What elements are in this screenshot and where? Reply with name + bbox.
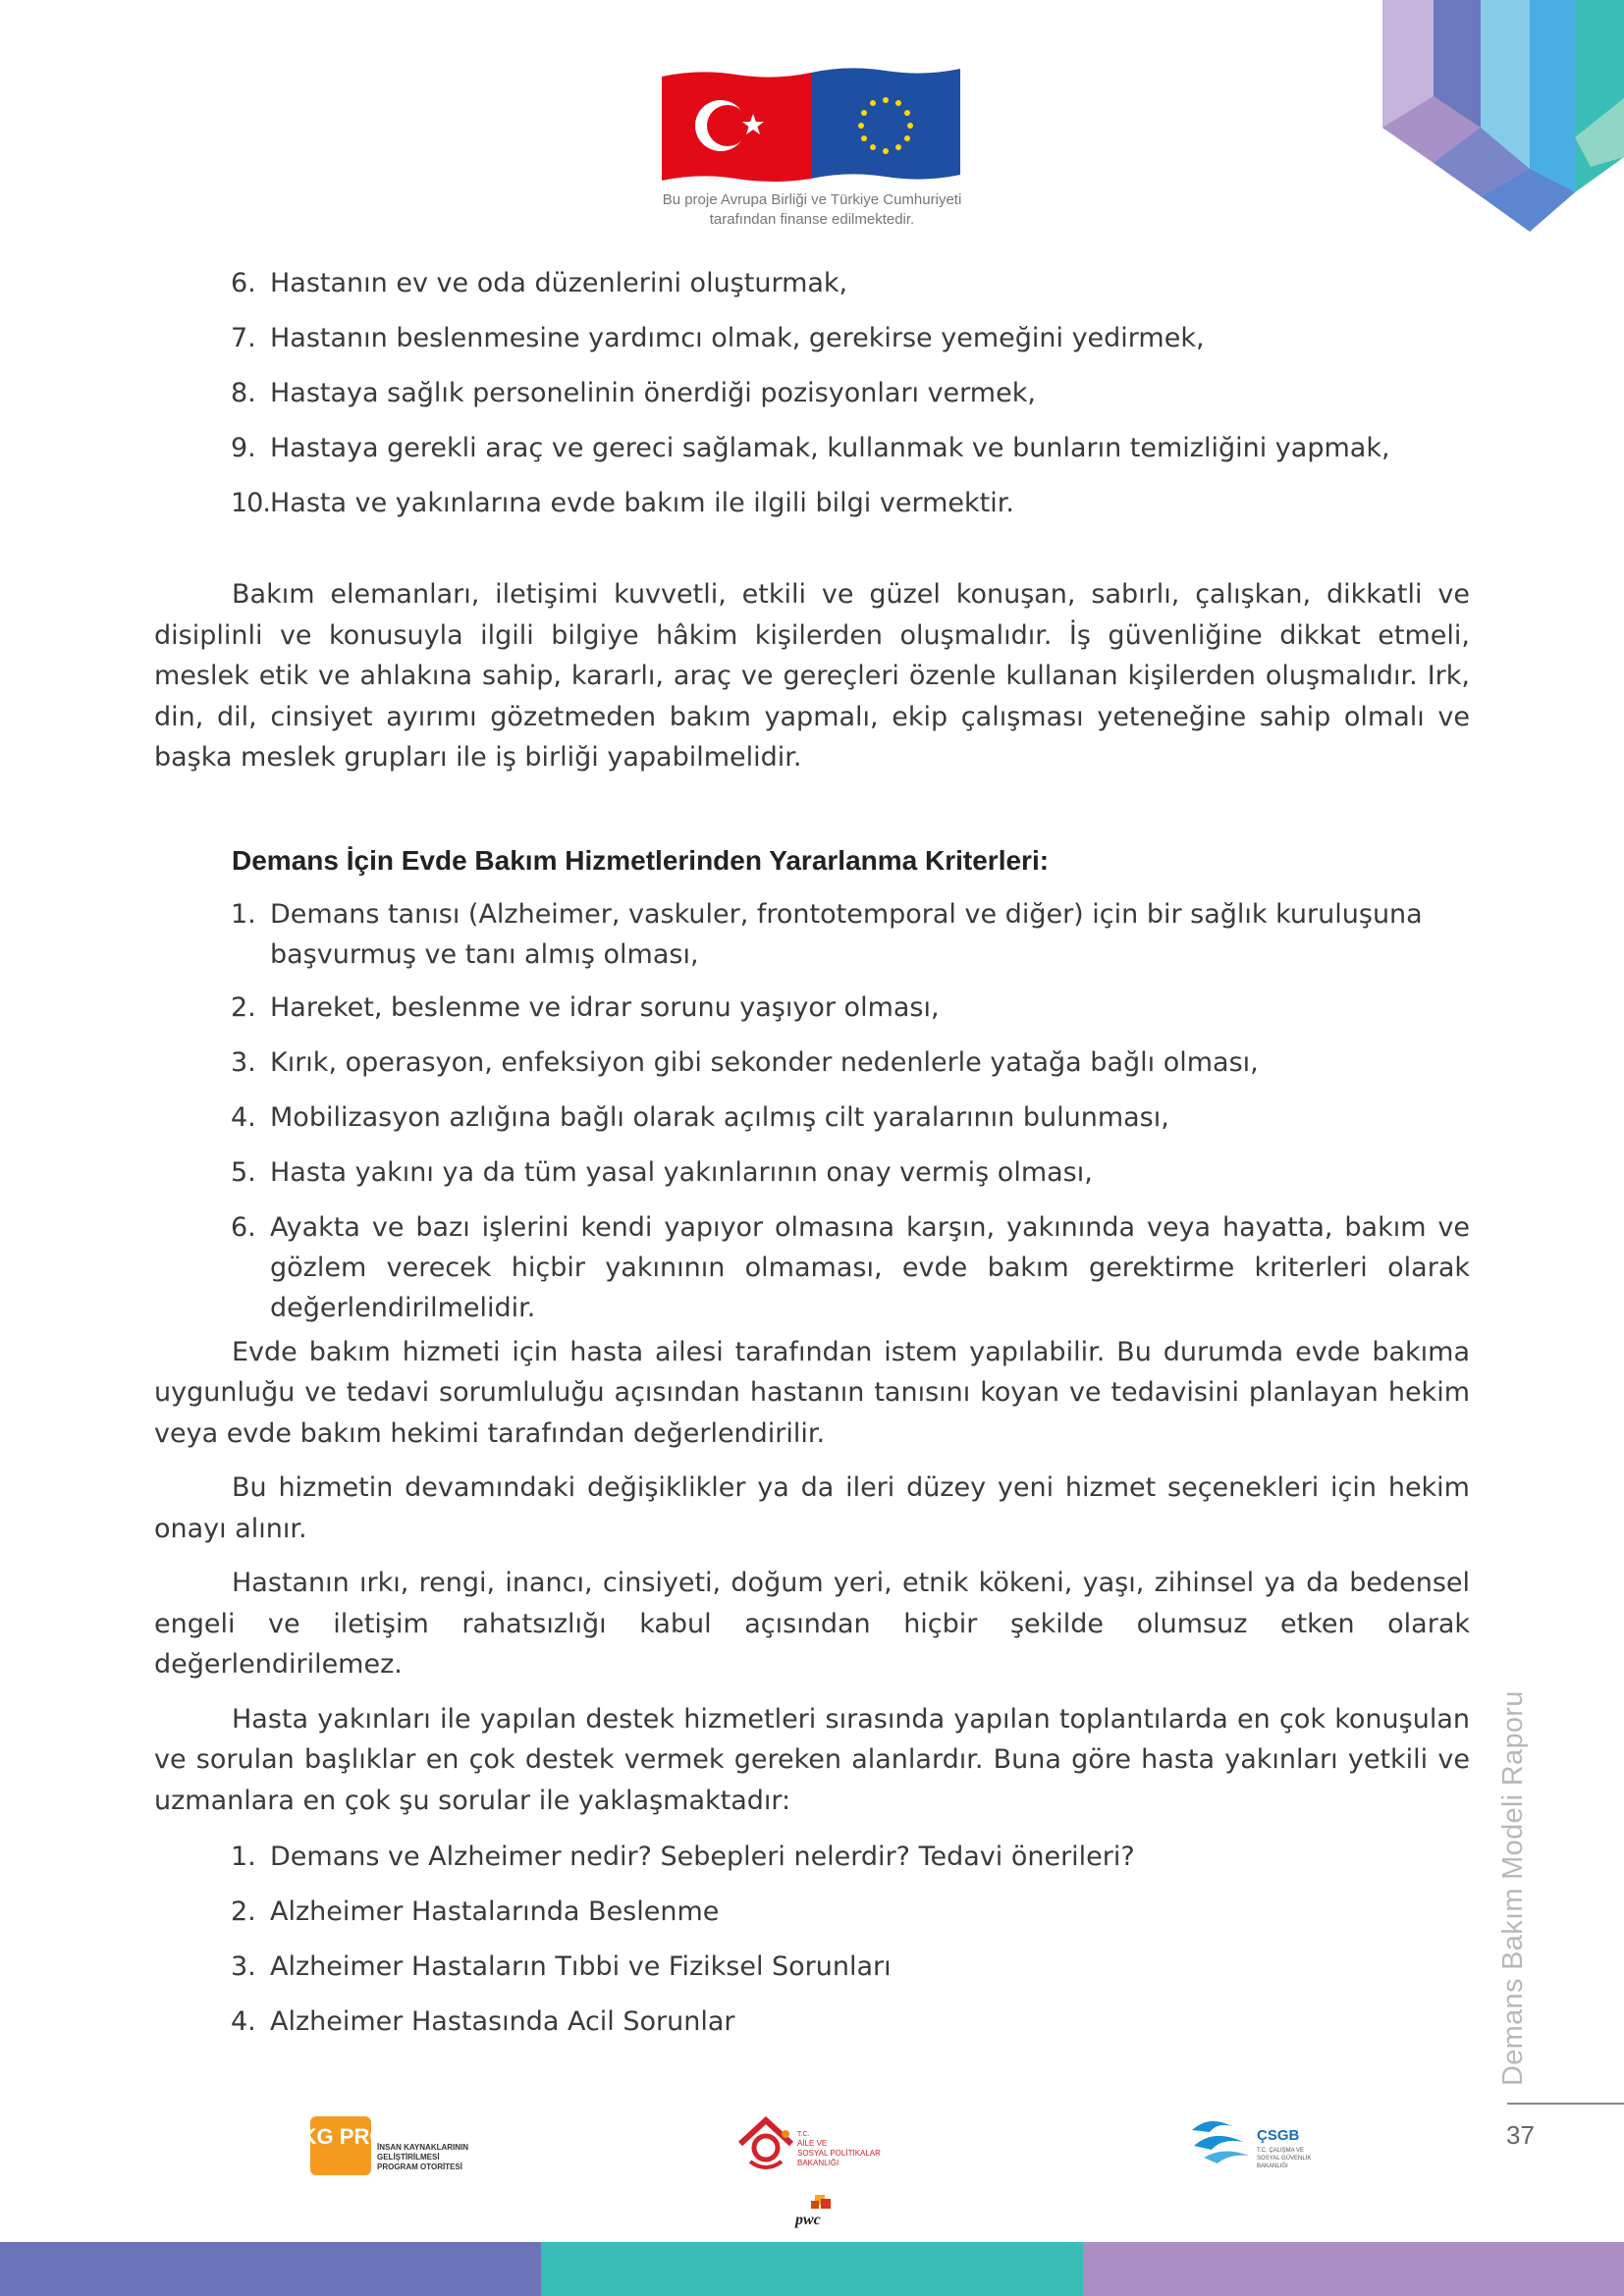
- list-number: 7.: [231, 323, 256, 353]
- bottom-color-bar: [0, 2242, 1624, 2296]
- list-item: [154, 1892, 1470, 1932]
- bottom-bar-segment: [0, 2242, 541, 2296]
- ikg-pro-logo: [295, 2116, 477, 2177]
- ikg-logo-text: GELİŞTİRİLMESİ: [377, 2153, 440, 2162]
- list-item: [154, 428, 1470, 468]
- funding-caption-line2: tarafından finanse edilmektedir.: [709, 211, 915, 228]
- ikg-logo-text: İNSAN KAYNAKLARININ: [377, 2143, 469, 2152]
- list-item: [154, 318, 1470, 358]
- list-item: [154, 483, 1470, 523]
- csgb-logo-wordmark: ÇSGB: [1257, 2127, 1300, 2144]
- funding-caption: [589, 190, 1035, 230]
- ikg-logo-wordmark: İKG PRO: [295, 2124, 387, 2149]
- list-text: Alzheimer Hastaların Tıbbi ve Fiziksel Sorunları: [270, 1951, 892, 1982]
- report-title-vertical: [1490, 1690, 1538, 2086]
- list-number: 6.: [231, 1211, 256, 1243]
- criteria-heading: Demans İçin Evde Bakım Hizmetlerinden Yararlanma Kriterleri:: [232, 844, 1050, 876]
- ikg-logo-text: PROGRAM OTORİTESİ: [377, 2163, 462, 2171]
- list-text: Demans tanısı (Alzheimer, vaskuler, frontotemporal ve diğer) için bir sağlık kuruluşuna başvurmuş ve tanı almış olması,: [270, 898, 1423, 970]
- list-item: [154, 263, 1470, 303]
- questions-list: [154, 1837, 1470, 2042]
- list-number: 4.: [231, 2006, 256, 2037]
- list-text: Hastaya sağlık personelinin önerdiği pozisyonları vermek,: [270, 378, 1036, 408]
- csgb-logo: [1188, 2112, 1335, 2173]
- csgb-logo-text: BAKANLIĞI: [1257, 2163, 1288, 2169]
- list-item: [154, 1152, 1470, 1193]
- list-text: Hasta ve yakınlarına evde bakım ile ilgili bilgi vermektir.: [270, 488, 1014, 518]
- main-content: [154, 263, 1470, 2056]
- list-number: 2.: [231, 991, 256, 1023]
- request-paragraph: Evde bakım hizmeti için hasta ailesi tarafından istem yapılabilir. Bu durumda evde bakıma uygunluğu ve tedavi sorumluluğu açısından hastanın tanısını koyan ve tedavisini planlayan hekim veya evde bakım hekimi tarafından değerlendirilir.: [154, 1336, 1470, 1449]
- page-number-rule: [1507, 2103, 1624, 2105]
- aile-logo-text: T.C.: [797, 2131, 810, 2138]
- corner-decoration: [1382, 0, 1624, 236]
- aile-logo-text: SOSYAL POLİTİKALAR: [797, 2149, 881, 2158]
- list-item: [154, 988, 1470, 1028]
- report-title-text: Demans Bakım Modeli Raporu: [1497, 1690, 1529, 2086]
- list-item: [154, 894, 1470, 975]
- changes-paragraph: Bu hizmetin devamındaki değişiklikler ya da ileri düzey yeni hizmet seçenekleri için hekim onayı alınır.: [154, 1472, 1470, 1544]
- list-number: 3.: [231, 1951, 256, 1982]
- list-item: [154, 1097, 1470, 1138]
- list-item: [154, 1042, 1470, 1083]
- list-item: [154, 1837, 1470, 1877]
- aile-bakanligi-logo: [736, 2114, 893, 2173]
- list-text: Ayakta ve bazı işlerini kendi yapıyor olmasına karşın, yakınında veya hayatta, bakım ve gözlem verecek hiçbir yakınının olmaması, evde bakım gerektirme kriterleri olarak değerlendirilmelidir.: [270, 1211, 1470, 1323]
- task-list: [154, 263, 1470, 523]
- list-item: [154, 1947, 1470, 1987]
- equality-paragraph: Hastanın ırkı, rengi, inancı, cinsiyeti, doğum yeri, etnik kökeni, yaşı, zihinsel ya da bedensel engeli ve iletişim rahatsızlığı kabul açısından hiçbir şekilde olumsuz etken olarak değerlendirilemez.: [154, 1568, 1470, 1680]
- list-text: Alzheimer Hastalarında Beslenme: [270, 1896, 720, 1927]
- list-number: 2.: [231, 1896, 256, 1927]
- list-number: 3.: [231, 1046, 256, 1078]
- csgb-logo-text: T.C. ÇALIŞMA VE: [1257, 2148, 1305, 2154]
- pwc-logo-text: pwc: [795, 2212, 821, 2228]
- list-number: 6.: [231, 268, 256, 298]
- list-number: 4.: [231, 1101, 256, 1133]
- list-item: [154, 1207, 1470, 1328]
- list-text: Hastanın ev ve oda düzenlerini oluşturmak,: [270, 268, 848, 298]
- list-text: Kırık, operasyon, enfeksiyon gibi sekonder nedenlerle yatağa bağlı olması,: [270, 1046, 1259, 1078]
- list-number: 10.: [231, 488, 270, 518]
- list-text: Hastaya gerekli araç ve gereci sağlamak, kullanmak ve bunların temizliğini yapmak,: [270, 433, 1390, 463]
- bottom-bar-segment: [541, 2242, 1082, 2296]
- staff-paragraph: Bakım elemanları, iletişimi kuvvetli, etkili ve güzel konuşan, sabırlı, çalışkan, dikkatli ve disiplinli ve konusuyla ilgili bilgiye hâkim kişilerden oluşmalıdır. İş güvenliğine dikkat etmeli, meslek etik ve ahlakına sahip, kararlı, araç ve gereçleri özenle kullanan kişilerden oluşmalıdır. Irk, din, dil, cinsiyet ayırımı gözetmeden bakım yapmalı, ekip çalışması yeteneğine sahip olmalı ve başka meslek grupları ile iş birliği yapabilmelidir.: [154, 579, 1470, 773]
- list-number: 1.: [231, 1842, 256, 1872]
- aile-logo-text: AİLE VE: [797, 2139, 828, 2148]
- list-text: Hareket, beslenme ve idrar sorunu yaşıyor olması,: [270, 991, 940, 1023]
- list-text: Hastanın beslenmesine yardımcı olmak, gerekirse yemeğini yedirmek,: [270, 323, 1205, 353]
- list-item: [154, 373, 1470, 413]
- csgb-logo-text: SOSYAL GÜVENLİK: [1257, 2156, 1312, 2162]
- page-number: 37: [1506, 2120, 1535, 2150]
- support-paragraph: Hasta yakınları ile yapılan destek hizmetleri sırasında yapılan toplantılarda en çok konuşulan ve sorulan başlıklar en çok destek vermek gereken alanlardır. Buna göre hasta yakınları yetkili ve uzmanlara en çok şu sorular ile yaklaşmaktadır:: [154, 1703, 1470, 1816]
- list-number: 5.: [231, 1156, 256, 1188]
- funding-caption-line1: Bu proje Avrupa Birliği ve Türkiye Cumhuriyeti: [662, 191, 962, 208]
- list-text: Demans ve Alzheimer nedir? Sebepleri nelerdir? Tedavi önerileri?: [270, 1842, 1135, 1872]
- criteria-list: [154, 894, 1470, 1328]
- list-text: Mobilizasyon azlığına bağlı olarak açılmış cilt yaralarının bulunması,: [270, 1101, 1169, 1133]
- bottom-bar-segment: [1083, 2242, 1624, 2296]
- list-number: 8.: [231, 378, 256, 408]
- list-text: Alzheimer Hastasında Acil Sorunlar: [270, 2006, 735, 2037]
- aile-logo-text: BAKANLIĞI: [797, 2159, 839, 2167]
- list-text: Hasta yakını ya da tüm yasal yakınlarının onay vermiş olması,: [270, 1156, 1093, 1188]
- turkey-eu-flags-logo: [660, 69, 962, 183]
- pwc-logo: [791, 2195, 835, 2228]
- list-number: 1.: [231, 898, 256, 930]
- list-item: [154, 2002, 1470, 2042]
- list-number: 9.: [231, 433, 256, 463]
